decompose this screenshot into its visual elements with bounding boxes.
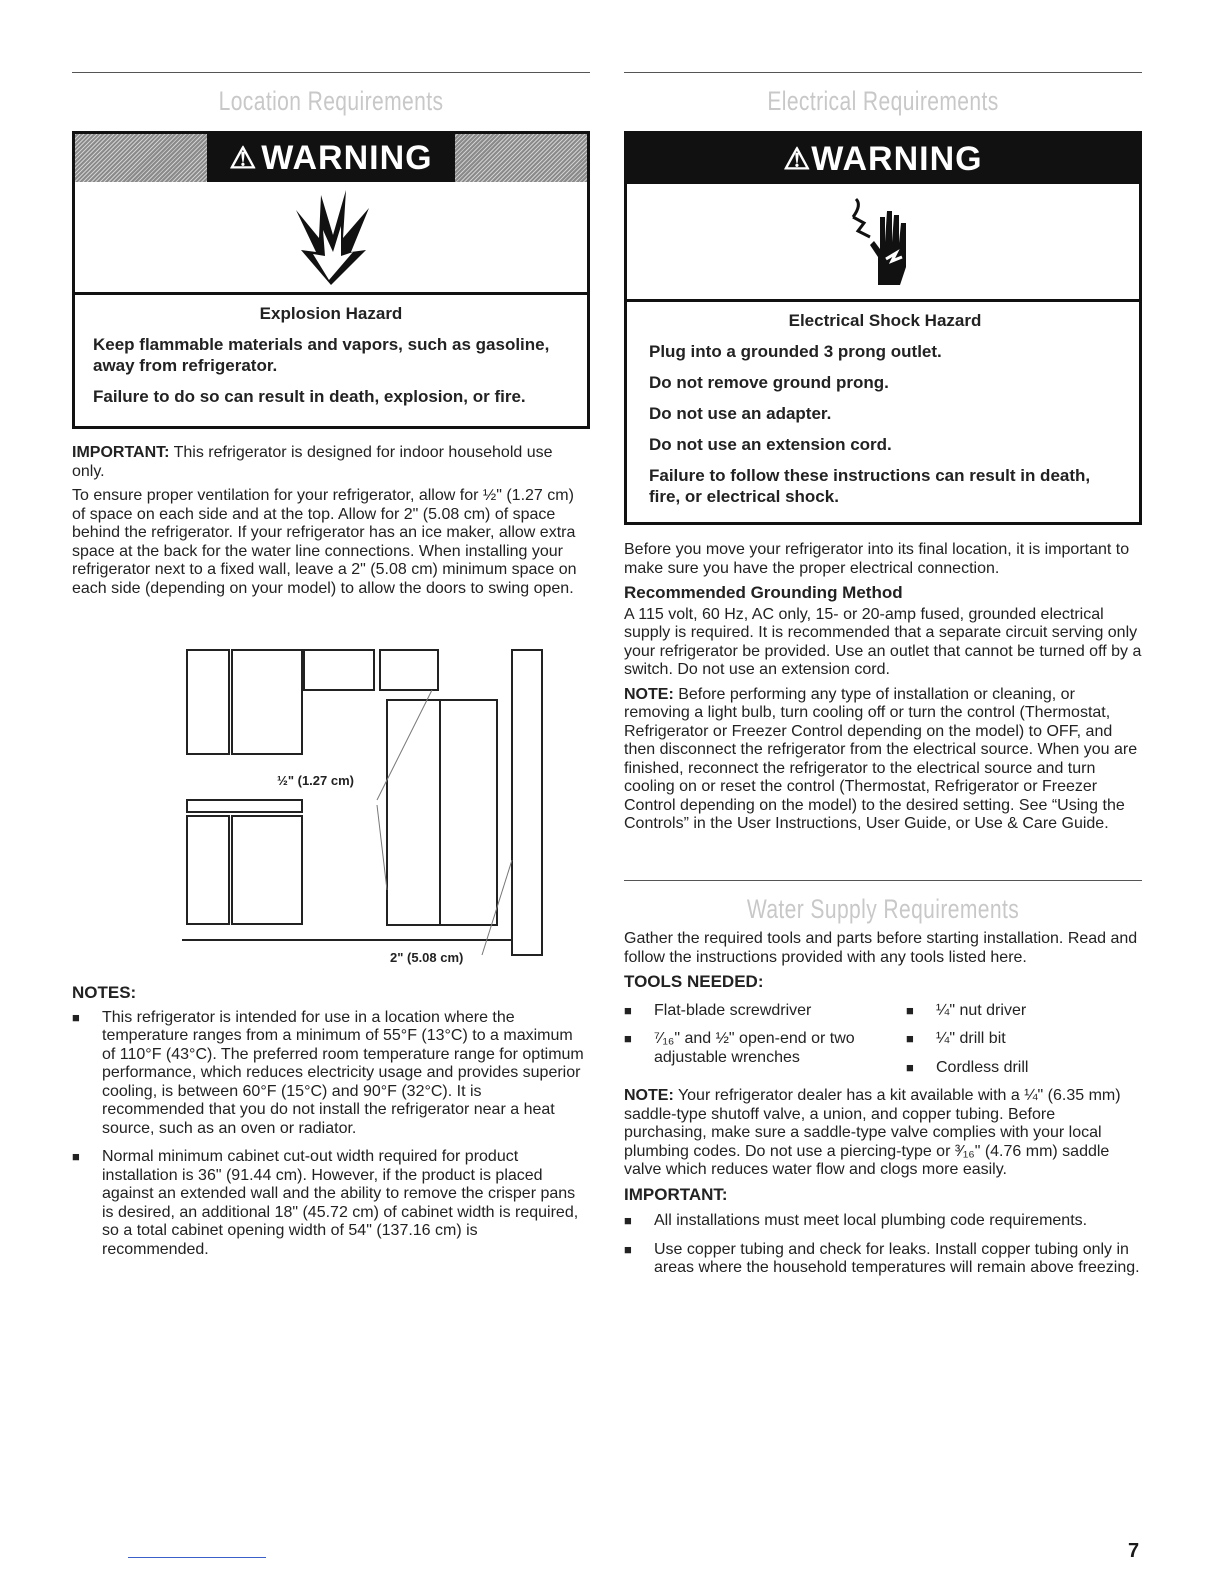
warning-header: [627, 134, 1139, 184]
tool-item: ■ ¼" drill bit: [906, 1030, 1136, 1049]
note-text: Before performing any type of installation or cleaning, or removing a light bulb, turn cooling off or turn the control (Thermostat, Refrigerator or Freezer Control depending on the model) to OFF, and then disconnect the refrigerator from the electrical source. When you are finished, reconnect the refrigerator to the electrical source and turn cooling on or reset the control (Thermostat, Refrigerator or Freezer Control depending on the model) to the desired setting. See “Using the Controls” in the User Instructions, User Guide, or Use & Care Guide.: [624, 685, 1138, 832]
note-text: Your refrigerator dealer has a kit available with a ¼" (6.35 mm) saddle-type shutoff valve, a union, and copper tubing. Before purchasing, make sure a saddle-type valve complies with your local plumbing codes. Do not use a piercing-type or ³⁄₁₆" (4.76 mm) saddle valve which reduces water flow and clogs more easily.: [624, 1087, 1121, 1178]
important-item: ■ Use copper tubing and check for leaks. Install copper tubing only in areas where the household temperatures will remain above freezing.: [624, 1241, 1142, 1278]
warning-line: Failure to follow these instructions can result in death, fire, or electrical shock.: [649, 466, 1091, 506]
page-number: 7: [1128, 1540, 1140, 1562]
explosion-icon: [291, 190, 371, 285]
important-title: IMPORTANT:: [624, 1184, 728, 1204]
hazard-title: Explosion Hazard: [259, 304, 403, 323]
footer-line: [128, 1557, 266, 1558]
hazard-title: Electrical Shock Hazard: [788, 311, 982, 330]
electric-shock-hand-icon: [848, 197, 918, 287]
caution-triangle-icon: ⚠: [229, 141, 258, 175]
water-text: [624, 930, 1142, 1288]
important-item: ■ All installations must meet local plumbing code requirements.: [624, 1212, 1142, 1231]
section-rule: [624, 880, 1142, 881]
warning-label: WARNING: [811, 139, 983, 178]
location-section-title: Location Requirements: [218, 86, 444, 116]
tool-item: ■ ⁷⁄₁₆" and ½" open-end or two adjustable wrenches: [624, 1030, 864, 1067]
diagram-label-top: ½" (1.27 cm): [277, 773, 354, 788]
notes-section: [72, 984, 587, 1269]
explosion-icon-area: [75, 182, 587, 295]
electrical-intro: Before you move your refrigerator into its final location, it is important to make sure you have the proper electrical connection.: [624, 541, 1130, 577]
shock-warning-box: [624, 131, 1142, 525]
explosion-warning-box: [72, 131, 590, 429]
warning-header: [75, 134, 587, 182]
warning-line: Do not remove ground prong.: [649, 373, 889, 392]
warning-label: WARNING: [261, 138, 433, 177]
section-rule: [624, 72, 1142, 73]
note-item: ■ This refrigerator is intended for use in a location where the temperature ranges from a minimum of 55°F (13°C) to a maximum of 110°F (43°C). The preferred room temperature range for optimum performance, which reduces electricity usage and provides superior cooling, is between 60°F (15°C) and 90°F (32°C). It is recommended that you do not install the refrigerator near a heat source, such as an oven or radiator.: [72, 1009, 587, 1139]
ventilation-paragraph: To ensure proper ventilation for your refrigerator, allow for ½" (1.27 cm) of space on each side and at the top. Allow for 2" (5.08 cm) of space behind the refrigerator. If your refrigerator has an ice maker, allow extra space at the back for the water line connections. When installing your refrigerator next to a fixed wall, leave a 2" (5.08 cm) minimum space on each side (depending on your model) to allow the doors to swing open.: [72, 487, 577, 597]
warning-line: Keep flammable materials and vapors, such as gasoline, away from refrigerator.: [93, 335, 550, 375]
tool-item: ■ ¼" nut driver: [906, 1002, 1136, 1021]
water-intro: Gather the required tools and parts before starting installation. Read and follow the instructions provided with any tools listed here.: [624, 930, 1138, 966]
note-label: NOTE:: [624, 1087, 674, 1104]
notes-title: NOTES:: [72, 983, 137, 1002]
warning-line: Failure to do so can result in death, explosion, or fire.: [93, 387, 526, 406]
electrical-text: [624, 541, 1142, 840]
electrical-section-title: Electrical Requirements: [767, 86, 999, 116]
important-text: This refrigerator is designed for indoor household use only.: [72, 444, 553, 480]
clearance-diagram: [182, 630, 552, 975]
location-text: [72, 444, 587, 604]
water-section-title: Water Supply Requirements: [746, 894, 1020, 924]
tools-title: TOOLS NEEDED:: [624, 972, 764, 991]
caution-triangle-icon: ⚠: [783, 142, 812, 176]
warning-line: Do not use an extension cord.: [649, 435, 892, 454]
warning-line: Do not use an adapter.: [649, 404, 832, 423]
shock-icon-area: [627, 184, 1139, 302]
grounding-title: Recommended Grounding Method: [624, 583, 903, 602]
note-label: NOTE:: [624, 685, 674, 703]
tools-list: [624, 1002, 1142, 1088]
tool-item: ■ Cordless drill: [906, 1059, 1136, 1078]
note-item: ■ Normal minimum cabinet cut-out width required for product installation is 36" (91.44 cm). However, if the product is placed against an extended wall and the ability to remove the crisper pans is desired, an additional 18" (45.72 cm) of cabinet width is required, so a total cabinet opening width of 54" (137.16 cm) is recommended.: [72, 1148, 587, 1259]
important-label: IMPORTANT:: [72, 444, 170, 461]
tool-item: ■ Flat-blade screwdriver: [624, 1002, 906, 1021]
section-rule: [72, 72, 590, 73]
warning-line: Plug into a grounded 3 prong outlet.: [649, 342, 942, 361]
grounding-text: A 115 volt, 60 Hz, AC only, 15- or 20-amp fused, grounded electrical supply is required. It is recommended that a separate circuit serving only your refrigerator be provided. Use an outlet that cannot be turned off by a switch. Do not use an extension cord.: [624, 605, 1142, 678]
diagram-label-bottom: 2" (5.08 cm): [390, 950, 464, 965]
